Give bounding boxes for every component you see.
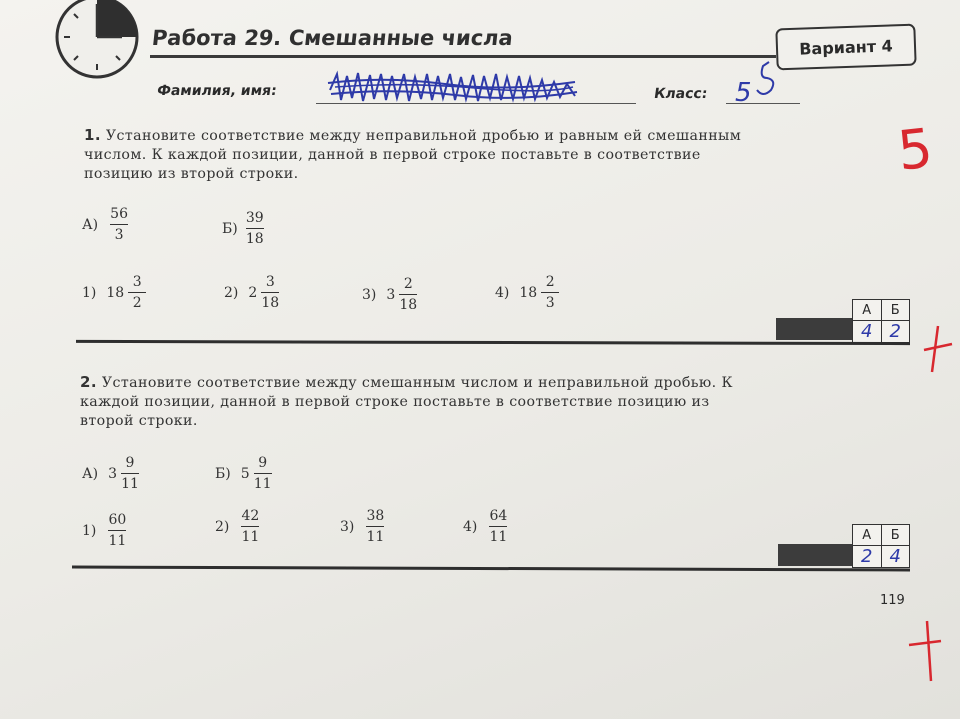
task2-statement xyxy=(80,373,764,431)
task1-text: Установите соответствие между неправильной дробью и равным ей смешанным числом. К каждой позиции, данной в первой строке поставьте в соответствие позицию из второй строки. xyxy=(84,128,742,182)
page-number: 119 xyxy=(880,593,905,608)
task2-answer-b: 4 xyxy=(881,546,910,568)
task1-answer-a: 4 xyxy=(853,321,882,343)
task2-option-2: 2) $\frac{42}{11}$ xyxy=(215,508,260,545)
red-plus-mark xyxy=(905,615,945,685)
task2-answer-head-b: Б xyxy=(881,525,910,546)
task2-option-b: Б) 5 $\frac{9}{11}$ xyxy=(215,455,272,492)
clock-icon xyxy=(52,0,142,82)
task2-option-3: 3) $\frac{38}{11}$ xyxy=(340,508,385,545)
task2-option-4: 4) $\frac{64}{11}$ xyxy=(463,508,508,545)
task1-divider xyxy=(76,340,910,345)
title-underline xyxy=(150,55,776,58)
task1-answer-head-b: Б xyxy=(881,300,910,321)
task1-statement xyxy=(84,126,764,184)
red-check-mark xyxy=(920,320,956,376)
task1-answer-b: 2 xyxy=(881,321,910,343)
task1-option-2: 2) 2 $\frac{3}{18}$ xyxy=(224,274,280,311)
task2-answer-table xyxy=(852,524,910,568)
page-title: Работа 29. Смешанные числа xyxy=(150,26,515,50)
task2-answer-head-a: А xyxy=(853,525,882,546)
task1-number: 1. xyxy=(84,126,101,144)
scribbled-name xyxy=(325,68,585,108)
class-label: Класс: xyxy=(652,86,709,102)
task1-option-1: 1) 18 $\frac{3}{2}$ xyxy=(82,274,146,311)
task2-option-a: А) 3 $\frac{9}{11}$ xyxy=(82,455,139,492)
task1-option-3: 3) 3 $\frac{2}{18}$ xyxy=(362,276,418,313)
variant-box: Вариант 4 xyxy=(775,24,916,71)
task1-answer-table xyxy=(852,299,910,343)
task1-option-b: Б) $\frac{39}{18}$ xyxy=(222,210,264,247)
task1-option-4: 4) 18 $\frac{2}{3}$ xyxy=(495,274,559,311)
class-value: 5 xyxy=(735,78,752,108)
task1-option-a: А) $\frac{56}{3}$ xyxy=(82,206,128,243)
class-value-flourish xyxy=(753,60,779,100)
task2-option-1: 1) $\frac{60}{11}$ xyxy=(82,512,127,549)
task2-number: 2. xyxy=(80,373,97,391)
task2-answer-shade xyxy=(778,544,856,566)
name-label: Фамилия, имя: xyxy=(155,83,278,99)
task2-divider xyxy=(72,566,910,572)
task2-text: Установите соответствие между смешанным числом и неправильной дробью. К каждой позиции, данной в первой строке поставьте в соответствие позицию из второй строки. xyxy=(80,375,733,429)
grade-mark: 5 xyxy=(894,116,936,183)
task2-answer-a: 2 xyxy=(853,546,882,568)
task1-answer-head-a: А xyxy=(853,300,882,321)
task1-answer-shade xyxy=(776,318,856,340)
